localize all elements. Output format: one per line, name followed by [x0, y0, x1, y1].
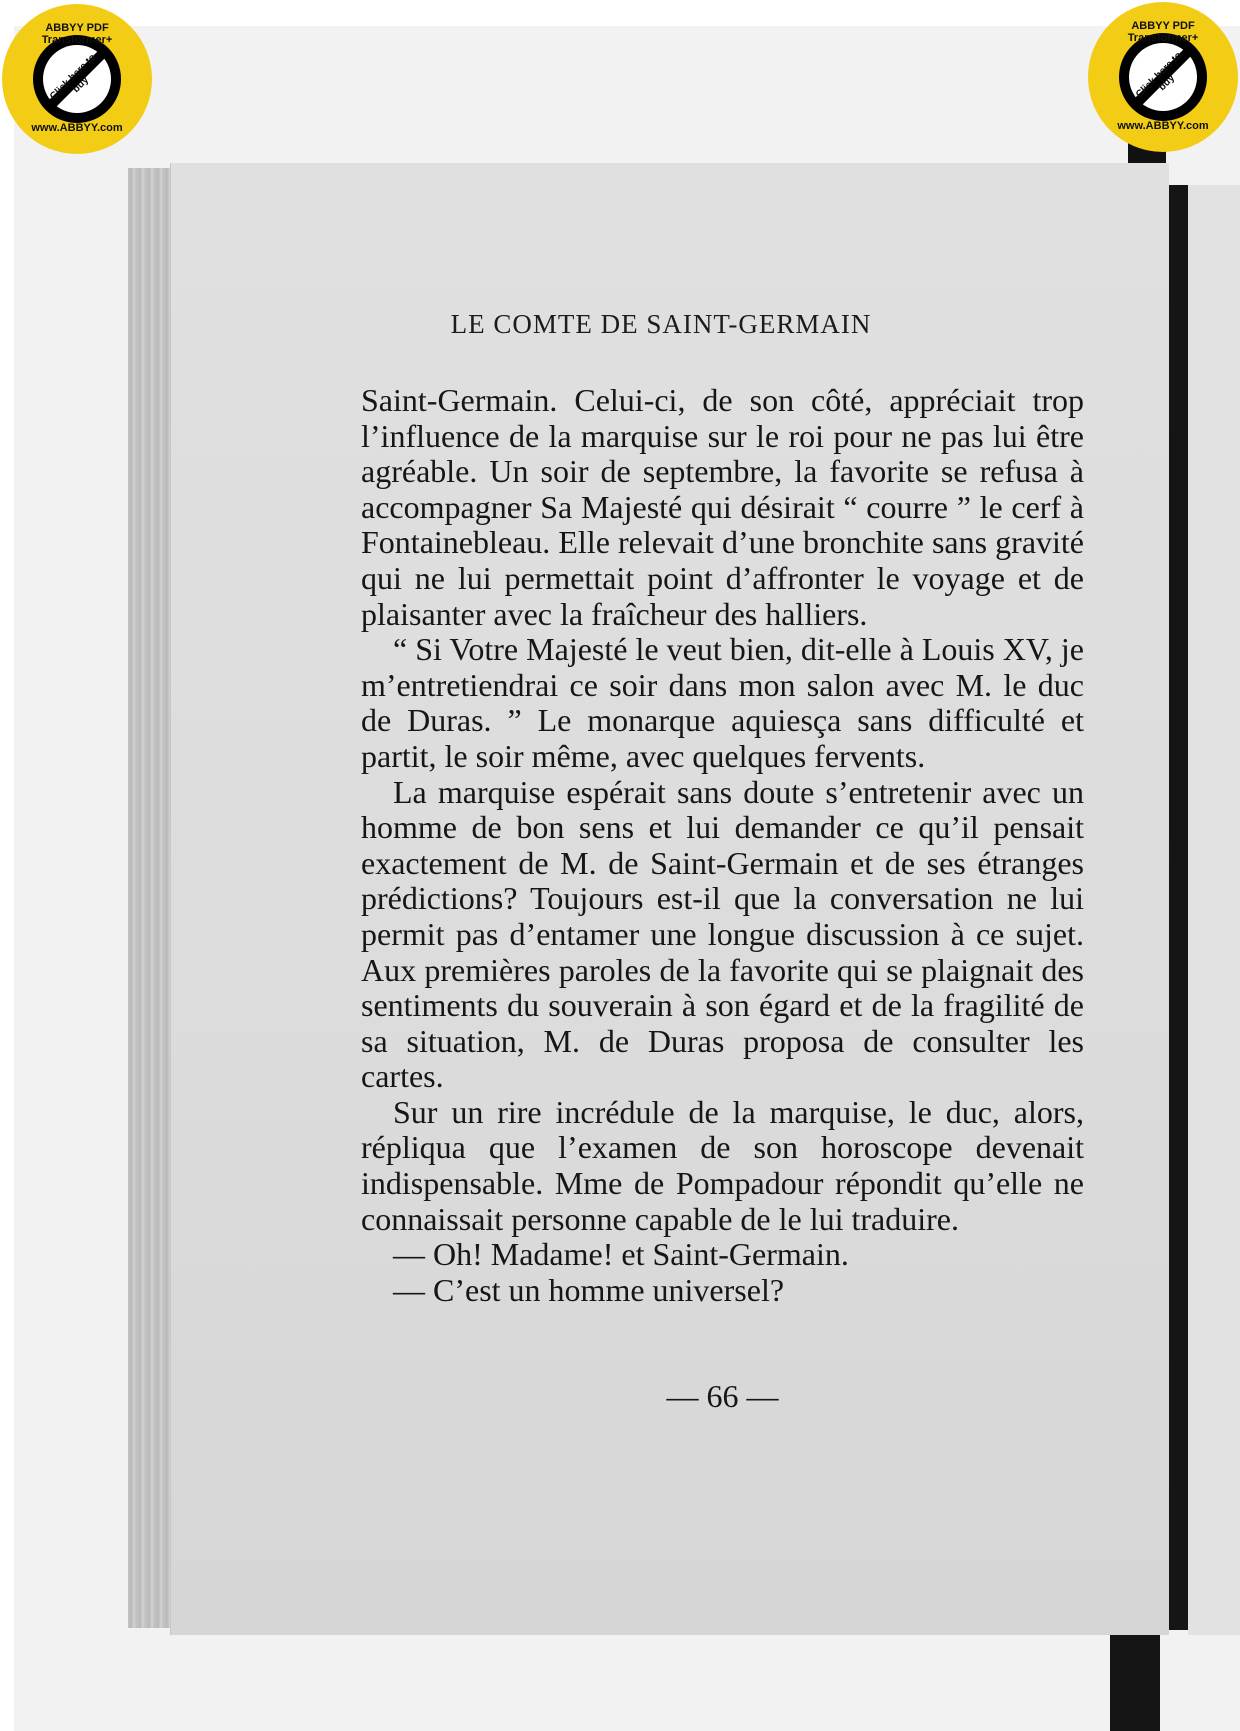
book-spine-shadow-bottom: [1110, 1635, 1160, 1731]
dialogue-line: — C’est un homme universel?: [393, 1271, 785, 1308]
badge-brand-text: ABBYY PDF Transformer+: [41, 22, 113, 46]
badge-cta-text: Click here to buy: [1133, 49, 1185, 101]
paragraph: La marquise espérait sans doute s’entretenir avec un homme de bon sens et lui demander ce qu’il pensait exactement de M. de Saint-Germain et de ses étranges prédictions? Toujours est-il que la conversation ne lui permit pas d’entamer une longue discussion à ce sujet. Aux premières paroles de la favorite qui se plaignait des sentiments du souverain à son égard et de la fragilité de sa situation, M. de Duras proposa de consulter les cartes.: [361, 773, 1084, 1095]
facing-page-edge: [1188, 185, 1240, 1635]
dialogue-line: — Oh! Madame! et Saint-Germain.: [393, 1236, 849, 1273]
badge-cta-text: Click here to buy: [47, 51, 99, 103]
book-spine-shadow: [1168, 185, 1188, 1630]
paragraph: “ Si Votre Majesté le veut bien, dit-elle à Louis XV, je m’entretiendrai ce soir dans mon salon avec M. le duc de Duras. ” Le monarque aquiesça sans difficulté et partit, le soir même, avec quelques fervents.: [361, 631, 1084, 774]
paragraph: Saint-Germain. Celui-ci, de son côté, appréciait trop l’influence de la marquise sur le roi pour ne pas lui être agréable. Un soir de septembre, la favorite se refusa à accompagner Sa Majesté qui désirait “ courre ” le cerf à Fontainebleau. Elle relevait d’une bronchite sans gravité qui ne lui permettait point d’affronter le voyage et de plaisanter avec la fraîcheur des halliers.: [361, 382, 1084, 632]
page-number: — 66 —: [666, 1378, 779, 1414]
badge-brand-text: ABBYY PDF Transformer+: [1127, 20, 1199, 44]
paragraph: Sur un rire incrédule de la marquise, le duc, alors, répliqua que l’examen de son horoscope devenait indispensable. Mme de Pompadour répondit qu’elle ne connaissait personne capable de le lui traduire.: [361, 1093, 1084, 1237]
book-page: [170, 163, 1169, 1635]
abbyy-buy-badge-left[interactable]: [2, 4, 152, 154]
badge-url-text: www.ABBYY.com: [1117, 120, 1209, 132]
badge-url-text: www.ABBYY.com: [31, 122, 123, 134]
body-text: [361, 383, 1084, 1308]
abbyy-buy-badge-right[interactable]: [1088, 2, 1238, 152]
running-head: LE COMTE DE SAINT-GERMAIN: [450, 309, 872, 339]
scan-top-margin: [0, 0, 1240, 26]
scan-left-margin: [0, 0, 14, 1731]
